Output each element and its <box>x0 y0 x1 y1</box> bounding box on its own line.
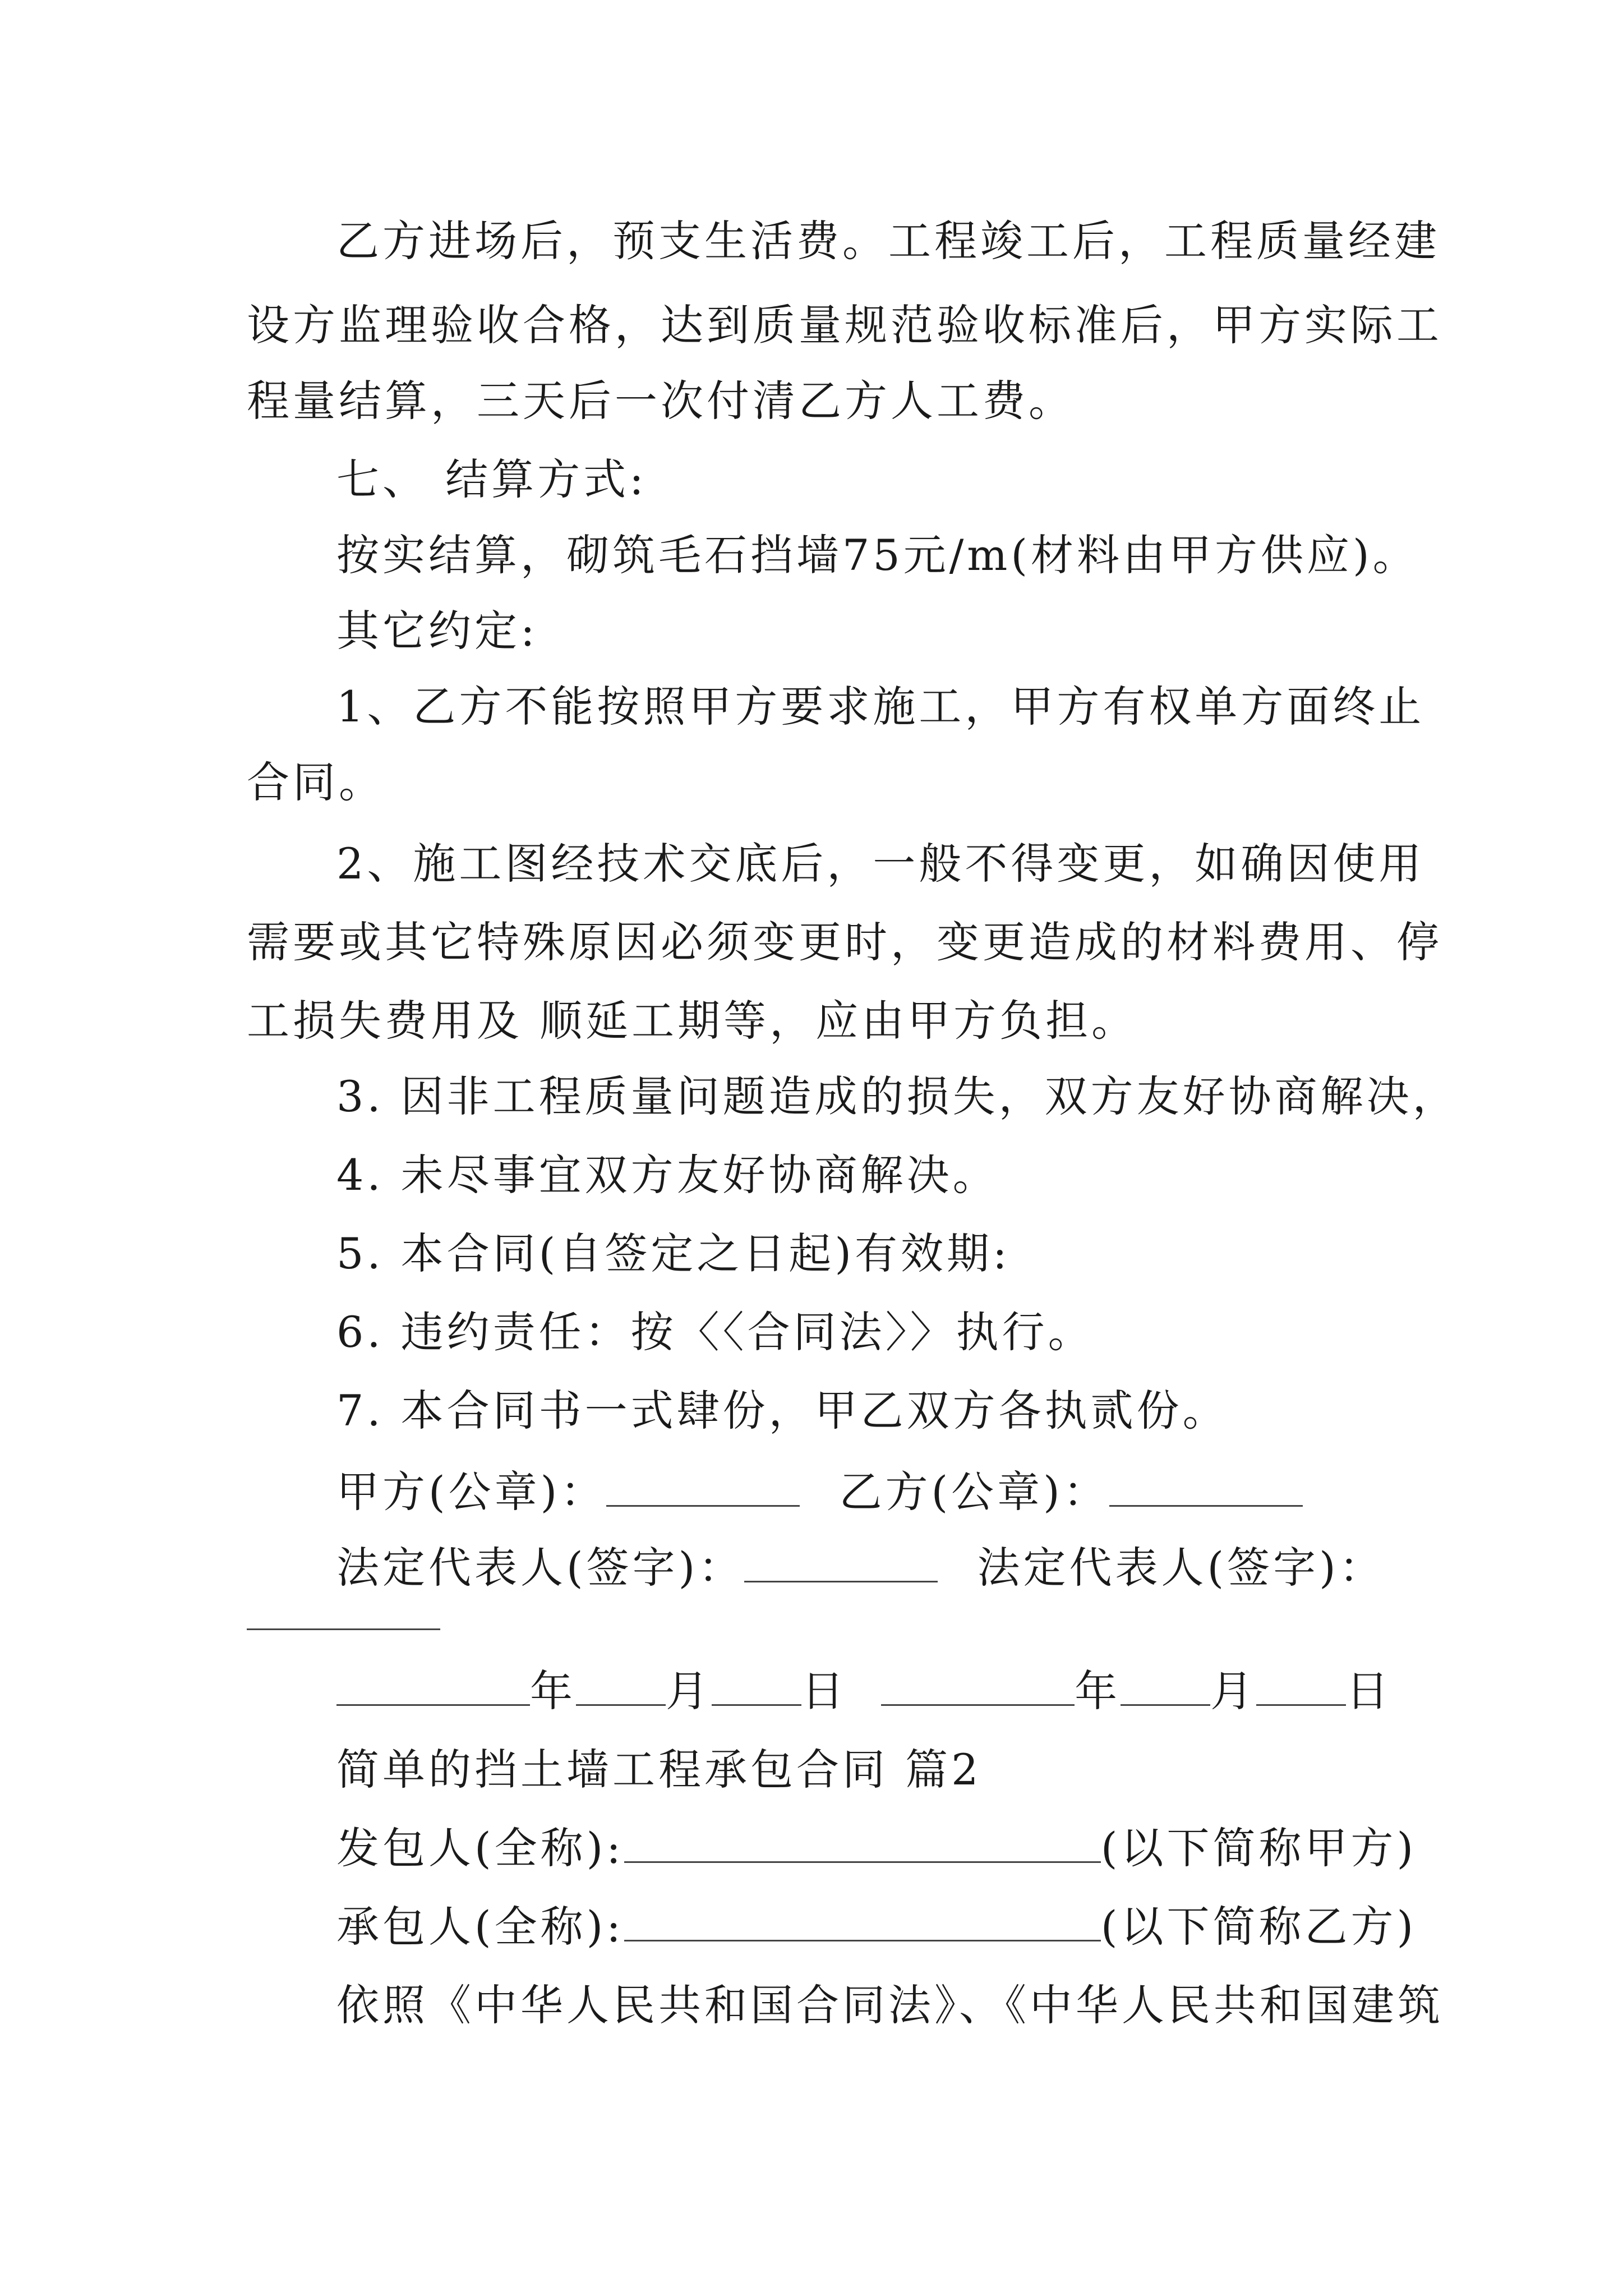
paragraph-line: 设方监理验收合格，达到质量规范验收标准后，甲方实际工 <box>247 300 1442 350</box>
month-a-blank[interactable] <box>576 1669 666 1706</box>
clause-line: 1、乙方不能按照甲方要求施工，甲方有权单方面终止 <box>336 682 1425 731</box>
paragraph-line: 程量结算，三天后一次付清乙方人工费。 <box>247 376 1075 426</box>
clause-line: 4. 未尽事宜双方友好协商解决。 <box>336 1150 999 1200</box>
party-b-seal-label: 乙方(公章)： <box>839 1467 1109 1517</box>
clause-line: 3. 因非工程质量问题造成的损失，双方友好协商解决， <box>336 1071 1459 1121</box>
rep-a-label: 法定代表人(签字)： <box>336 1543 745 1593</box>
day-a-blank[interactable] <box>712 1669 801 1706</box>
date-row <box>336 1663 1392 1719</box>
contractor-name-blank[interactable] <box>624 1905 1101 1941</box>
month-label: 月 <box>666 1666 712 1716</box>
paragraph-line: 乙方进场后，预支生活费。工程竣工后，工程质量经建 <box>336 216 1440 266</box>
clause-line: 7. 本合同书一式肆份，甲乙双方各执贰份。 <box>336 1386 1229 1435</box>
day-label: 日 <box>1346 1666 1393 1716</box>
clause-line: 合同。 <box>247 757 385 807</box>
rep-a-blank[interactable] <box>744 1546 938 1582</box>
rep-b-blank[interactable] <box>247 1628 440 1630</box>
date-a-blank[interactable] <box>336 1669 530 1706</box>
rep-b-label: 法定代表人(签字)： <box>977 1543 1385 1593</box>
section-heading: 七、 结算方式: <box>336 454 647 504</box>
paragraph-line: 依照《中华人民共和国合同法》、《中华人民共和国建筑 <box>336 1980 1444 2030</box>
representative-row <box>336 1540 1385 1596</box>
clause-line: 工损失费用及 顺延工期等，应由甲方负担。 <box>247 996 1138 1046</box>
employer-suffix: (以下简称甲方) <box>1100 1823 1417 1873</box>
clause-line: 2、施工图经技术交底后，一般不得变更，如确因使用 <box>336 839 1425 889</box>
paragraph-line: 按实结算，砌筑毛石挡墙75元/m(材料由甲方供应)。 <box>336 530 1419 580</box>
party-a-seal-blank[interactable] <box>606 1470 800 1507</box>
day-label: 日 <box>801 1666 847 1716</box>
employer-name-blank[interactable] <box>624 1826 1101 1863</box>
month-label: 月 <box>1210 1666 1257 1716</box>
employer-label: 发包人(全称): <box>336 1823 624 1873</box>
day-b-blank[interactable] <box>1256 1669 1346 1706</box>
contractor-suffix: (以下简称乙方) <box>1100 1902 1417 1952</box>
party-a-seal-label: 甲方(公章)： <box>336 1467 607 1517</box>
party-b-seal-blank[interactable] <box>1109 1470 1303 1507</box>
paragraph-heading: 其它约定: <box>336 606 538 656</box>
seal-row <box>336 1464 1303 1520</box>
section-title: 简单的挡土墙工程承包合同 篇2 <box>336 1745 982 1795</box>
clause-line: 需要或其它特殊原因必须变更时，变更造成的材料费用、停 <box>247 917 1442 967</box>
year-label: 年 <box>530 1666 576 1716</box>
clause-line: 6. 违约责任：按〈〈合同法〉〉执行。 <box>336 1307 1094 1357</box>
contractor-label: 承包人(全称): <box>336 1902 624 1952</box>
month-b-blank[interactable] <box>1121 1669 1210 1706</box>
employer-row <box>336 1820 1417 1876</box>
year-label: 年 <box>1075 1666 1121 1716</box>
date-b-blank[interactable] <box>881 1669 1075 1706</box>
contractor-row <box>336 1899 1417 1955</box>
clause-line: 5. 本合同(自签定之日起)有效期: <box>336 1228 1011 1278</box>
